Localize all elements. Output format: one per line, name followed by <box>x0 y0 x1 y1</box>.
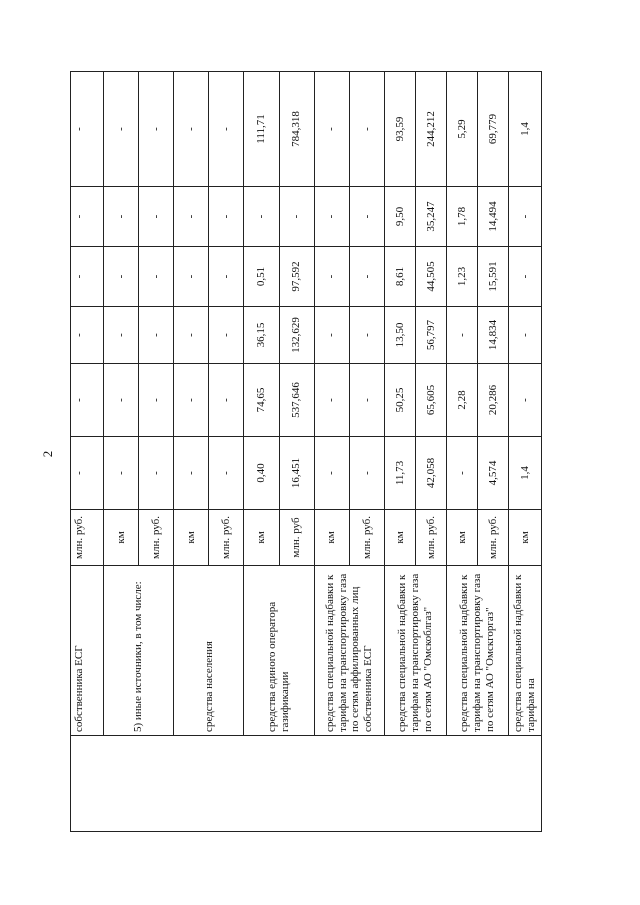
table-wrapper <box>70 72 542 832</box>
total-value-cell: 111,71 <box>244 72 279 187</box>
year-value-cell: 1,4 <box>508 437 541 510</box>
source-name-cell: собственника ЕСГ <box>71 566 104 736</box>
table-row <box>174 72 209 832</box>
year-value-cell: 14,834 <box>477 307 508 364</box>
year-value-cell: 74,65 <box>244 364 279 437</box>
unit-cell: км <box>508 510 541 566</box>
funding-table <box>70 71 542 832</box>
year-value-cell: 36,15 <box>244 307 279 364</box>
year-value-cell: 42,058 <box>415 437 446 510</box>
unit-cell: км <box>244 510 279 566</box>
total-value-cell: 1,4 <box>508 72 541 187</box>
unit-cell: млн. руб. <box>139 510 174 566</box>
year-value-cell: 44,505 <box>415 247 446 307</box>
total-value-cell: 93,59 <box>384 72 415 187</box>
unit-cell: млн. руб. <box>71 510 104 566</box>
year-value-cell: 0,51 <box>244 247 279 307</box>
year-value-cell: - <box>279 187 314 247</box>
source-name-cell: средства единого оператора газификации <box>244 566 314 736</box>
year-value-cell: 11,73 <box>384 437 415 510</box>
total-value-cell: 784,318 <box>279 72 314 187</box>
year-value-cell: 13,50 <box>384 307 415 364</box>
year-value-cell: 16,451 <box>279 437 314 510</box>
year-value-cell: - <box>139 364 174 437</box>
year-value-cell: - <box>349 247 384 307</box>
year-value-cell: 15,591 <box>477 247 508 307</box>
source-name-cell: средства населения <box>174 566 244 736</box>
year-value-cell: 65,605 <box>415 364 446 437</box>
total-value-cell: 69,779 <box>477 72 508 187</box>
year-value-cell: - <box>508 307 541 364</box>
year-value-cell: - <box>174 307 209 364</box>
table-row <box>71 72 104 832</box>
year-value-cell: - <box>174 247 209 307</box>
year-value-cell: - <box>314 364 349 437</box>
year-value-cell: - <box>71 437 104 510</box>
year-value-cell: - <box>209 187 244 247</box>
year-value-cell: 1,78 <box>446 187 477 247</box>
year-value-cell: 537,646 <box>279 364 314 437</box>
source-name-cell: 5) иные источники, в том числе: <box>104 566 174 736</box>
total-value-cell: - <box>139 72 174 187</box>
total-value-cell: - <box>71 72 104 187</box>
unit-cell: млн. руб. <box>477 510 508 566</box>
year-value-cell: 9,50 <box>384 187 415 247</box>
year-value-cell: - <box>314 247 349 307</box>
year-value-cell: 4,574 <box>477 437 508 510</box>
unit-cell: млн. руб. <box>415 510 446 566</box>
table-row <box>104 72 139 832</box>
year-value-cell: 97,592 <box>279 247 314 307</box>
year-value-cell: 50,25 <box>384 364 415 437</box>
table-row <box>244 72 279 832</box>
year-value-cell: - <box>139 187 174 247</box>
year-value-cell: 56,797 <box>415 307 446 364</box>
year-value-cell: - <box>104 364 139 437</box>
year-value-cell: - <box>314 437 349 510</box>
year-value-cell: - <box>174 437 209 510</box>
year-value-cell: 1,23 <box>446 247 477 307</box>
year-value-cell: 8,61 <box>384 247 415 307</box>
year-value-cell: - <box>209 247 244 307</box>
unit-cell: км <box>384 510 415 566</box>
year-value-cell: - <box>446 437 477 510</box>
year-value-cell: - <box>209 364 244 437</box>
year-value-cell: - <box>349 307 384 364</box>
year-value-cell: 0,40 <box>244 437 279 510</box>
year-value-cell: 35,247 <box>415 187 446 247</box>
empty-column-cell <box>71 736 542 832</box>
table-row <box>446 72 477 832</box>
year-value-cell: 2,28 <box>446 364 477 437</box>
unit-cell: км <box>314 510 349 566</box>
year-value-cell: - <box>104 307 139 364</box>
year-value-cell: - <box>209 307 244 364</box>
year-value-cell: - <box>349 364 384 437</box>
total-value-cell: - <box>209 72 244 187</box>
year-value-cell: - <box>71 187 104 247</box>
total-value-cell: - <box>174 72 209 187</box>
year-value-cell: - <box>508 247 541 307</box>
unit-cell: км <box>104 510 139 566</box>
year-value-cell: - <box>174 364 209 437</box>
table-row <box>314 72 349 832</box>
unit-cell: км <box>174 510 209 566</box>
year-value-cell: 20,286 <box>477 364 508 437</box>
year-value-cell: 132,629 <box>279 307 314 364</box>
year-value-cell: - <box>209 437 244 510</box>
year-value-cell: - <box>174 187 209 247</box>
unit-cell: км <box>446 510 477 566</box>
table-row <box>508 72 541 832</box>
year-value-cell: - <box>71 247 104 307</box>
unit-cell: млн. руб. <box>349 510 384 566</box>
year-value-cell: - <box>314 187 349 247</box>
total-value-cell: 244,212 <box>415 72 446 187</box>
unit-cell: млн. руб. <box>209 510 244 566</box>
total-value-cell: 5,29 <box>446 72 477 187</box>
year-value-cell: - <box>314 307 349 364</box>
total-value-cell: - <box>349 72 384 187</box>
year-value-cell: - <box>446 307 477 364</box>
year-value-cell: - <box>139 247 174 307</box>
year-value-cell: - <box>104 437 139 510</box>
year-value-cell: - <box>349 187 384 247</box>
year-value-cell: 14,494 <box>477 187 508 247</box>
year-value-cell: - <box>104 247 139 307</box>
source-name-cell: средства специальной надбавки к тарифам на транспортировку газа по сетям АО "Омскоблгаз" <box>384 566 446 736</box>
source-name-cell: средства специальной надбавки к тарифам на транспортировку газа по сетям аффилированных лиц собственника ЕСГ <box>314 566 384 736</box>
year-value-cell: - <box>349 437 384 510</box>
year-value-cell: - <box>244 187 279 247</box>
year-value-cell: - <box>71 307 104 364</box>
year-value-cell: - <box>508 187 541 247</box>
year-value-cell: - <box>508 364 541 437</box>
source-name-cell: средства специальной надбавки к тарифам на <box>508 566 541 736</box>
year-value-cell: - <box>139 437 174 510</box>
year-value-cell: - <box>139 307 174 364</box>
table-row <box>384 72 415 832</box>
year-value-cell: - <box>104 187 139 247</box>
total-value-cell: - <box>314 72 349 187</box>
total-value-cell: - <box>104 72 139 187</box>
page-number: 2 <box>40 450 55 458</box>
source-name-cell: средства специальной надбавки к тарифам на транспортировку газа по сетям АО "Омскгоргаз" <box>446 566 508 736</box>
year-value-cell: - <box>71 364 104 437</box>
unit-cell: млн. руб <box>279 510 314 566</box>
